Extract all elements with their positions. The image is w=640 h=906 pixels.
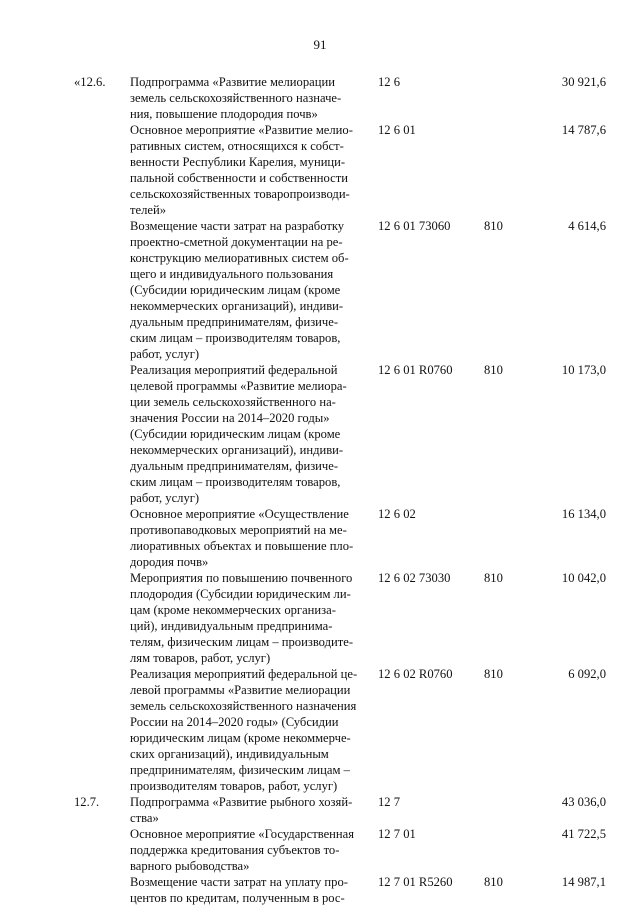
- item-amount: 14 787,6: [561, 123, 606, 137]
- item-number: «12.6.: [74, 75, 106, 89]
- item-expense-type: 810: [484, 571, 503, 585]
- item-amount: 4 614,6: [568, 219, 606, 233]
- item-code: 12 6 02 73030: [378, 571, 451, 585]
- item-name: Основное мероприятие «Государственная поддержка кредитования субъектов то- варного рыбоводства»: [130, 827, 355, 873]
- item-code: 12 6 01 R0760: [378, 363, 453, 377]
- item-expense-type: 810: [484, 363, 503, 377]
- item-name: Реализация мероприятий федеральной це- левой программы «Развитие мелиорации земель сельскохозяйственного назначения России на 2014–2020 годы» (Субсидии юридическим лицам (кроме некоммерче- ских организаций), индивидуальным предпринимателям, физическим лицам – производителям товаров, работ, услуг): [130, 667, 358, 793]
- item-code: 12 6 02: [378, 507, 416, 521]
- budget-table: [74, 74, 610, 906]
- item-amount: 41 722,5: [561, 827, 606, 841]
- table-row: [74, 666, 610, 794]
- table-row: [74, 218, 610, 362]
- table-row: [74, 794, 610, 826]
- item-amount: 43 036,0: [561, 795, 606, 809]
- item-expense-type: 810: [484, 667, 503, 681]
- item-name: Основное мероприятие «Развитие мелио- ративных систем, относящихся к собст- венности Республики Карелия, муници- пальной собственности и собственности сельскохозяйственных товаропроизводи- телей»: [130, 123, 353, 217]
- item-expense-type: 810: [484, 875, 503, 889]
- item-name: Возмещение части затрат на уплату про- центов по кредитам, полученным в рос-: [130, 875, 348, 905]
- item-name: Основное мероприятие «Осуществление противопаводковых мероприятий на ме- лиоративных объектах и повышение пло- дородия почв»: [130, 507, 354, 569]
- table-row: [74, 570, 610, 666]
- item-code: 12 7 01: [378, 827, 416, 841]
- item-amount: 30 921,6: [561, 75, 606, 89]
- table-row: [74, 826, 610, 874]
- item-code: 12 7: [378, 795, 401, 809]
- item-amount: 10 173,0: [561, 363, 606, 377]
- table-row: [74, 362, 610, 506]
- table-row: [74, 874, 610, 906]
- item-number: 12.7.: [74, 795, 100, 809]
- table-row: [74, 122, 610, 218]
- item-expense-type: 810: [484, 219, 503, 233]
- page-number: 91: [313, 37, 327, 52]
- item-name: Подпрограмма «Развитие мелиорации земель сельскохозяйственного назначе- ния, повышение плодородия почв»: [130, 75, 342, 121]
- item-amount: 16 134,0: [561, 507, 606, 521]
- item-amount: 6 092,0: [568, 667, 606, 681]
- item-name: Мероприятия по повышению почвенного плодородия (Субсидии юридическим ли- цам (кроме некоммерческих организа- ций), индивидуальным предпринима- телям, физическим лицам – производите- лям товаров, работ, услуг): [130, 571, 354, 665]
- item-name: Реализация мероприятий федеральной целевой программы «Развитие мелиора- ции земель сельскохозяйственного на- значения России на 2014–2020 годы» (Субсидии юридическим лицам (кроме некоммерческих организаций), индиви- дуальным предпринимателям, физиче- ским лицам – производителям товаров, работ, услуг): [130, 363, 347, 505]
- item-code: 12 7 01 R5260: [378, 875, 453, 889]
- item-name: Возмещение части затрат на разработку проектно-сметной документации на ре- конструкцию мелиоративных систем об- щего и индивидуального пользования (Субсидии юридическим лицам (кроме некоммерческих организаций), индиви- дуальным предпринимателям, физиче- ским лицам – производителям товаров, работ, услуг): [130, 219, 349, 361]
- table-row: [74, 506, 610, 570]
- item-name: Подпрограмма «Развитие рыбного хозяй- ства»: [130, 795, 353, 825]
- item-code: 12 6 01 73060: [378, 219, 451, 233]
- item-code: 12 6 02 R0760: [378, 667, 453, 681]
- item-code: 12 6 01: [378, 123, 416, 137]
- item-amount: 10 042,0: [561, 571, 606, 585]
- item-code: 12 6: [378, 75, 401, 89]
- table-row: [74, 74, 610, 122]
- item-amount: 14 987,1: [561, 875, 606, 889]
